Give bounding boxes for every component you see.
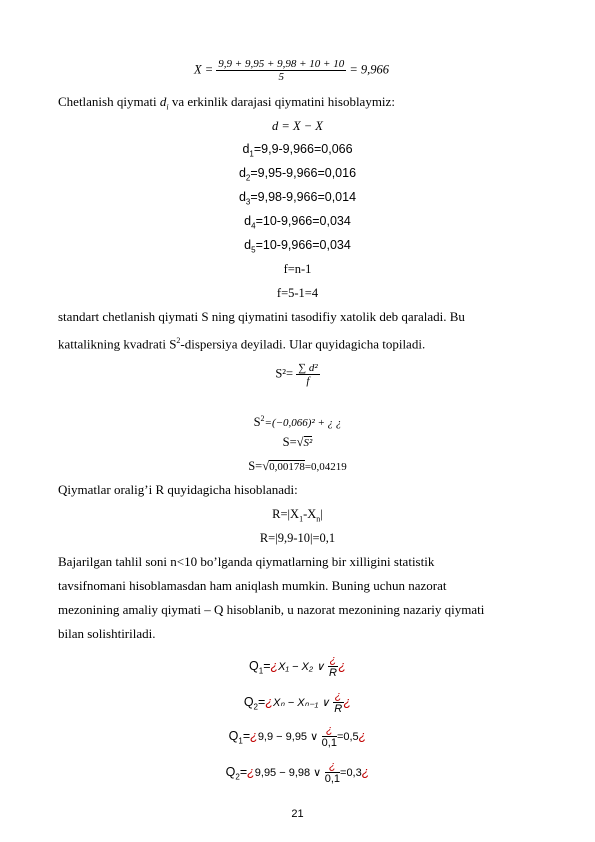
s2-formula: S²= $\frac{\text{∑ d²}}{f}$ bbox=[275, 362, 318, 387]
mean-formula: X = $\frac{9,9 + 9,95 + 9,98 + 10 + 10}{5}$ = 9,966 bbox=[193, 58, 390, 83]
para-std-line2: kattalikning kvadrati $S^2$-dispersiya deyiladi. Ular quyidagicha topiladi. bbox=[58, 336, 426, 352]
text-range-intro: Qiymatlar oralig’i R quyidagicha hisoblanadi: bbox=[58, 482, 298, 497]
f-value: f=5-1=4 bbox=[276, 286, 319, 300]
intro-suffix: va erkinlik darajasi qiymatini hisoblaymiz: bbox=[168, 94, 395, 109]
q2-value: $Q_2=¿9,95 - 9,98$ ∨ $\frac{¿}{0,1}$ =0,3¿ bbox=[225, 760, 370, 785]
s-value: S=√0,00178=0,04219 bbox=[248, 459, 347, 473]
text-deviation-intro bbox=[58, 94, 538, 116]
mean-fraction bbox=[216, 58, 346, 83]
r-formula: $R=|X_1-X_n|$ bbox=[272, 507, 323, 524]
page-number: 21 bbox=[291, 808, 304, 820]
f-formula: f=n-1 bbox=[283, 262, 312, 276]
s2-fraction: $\frac{\text{∑ d²}}{f}$ bbox=[298, 362, 318, 387]
mean-denominator: 5 bbox=[278, 71, 284, 83]
mean-result: = 9,966 bbox=[349, 62, 390, 77]
r-value: R=|9,9-10|=0,1 bbox=[259, 531, 336, 545]
para-std-line1: standart chetlanish qiymati S ning qiymatini tasodifiy xatolik deb qaraladi. Bu bbox=[58, 309, 465, 324]
d3-line: $d_3=9,98-9,966=0,014$ bbox=[238, 190, 357, 207]
q1-value: $Q_1=¿9,9 - 9,95$ ∨ $\frac{¿}{0,1}$ =0,5¿ bbox=[228, 724, 367, 749]
di-symbol: d bbox=[159, 94, 167, 109]
d1-line: $d_1=9,9-9,966=0,066$ bbox=[242, 142, 353, 159]
mean-lhs: X bbox=[193, 62, 202, 77]
para-q-line3: mezonining amaliy qiymati – Q hisoblanib, u nazorat mezonining nazariy qiymati bbox=[58, 602, 485, 617]
s-formula: S=√S² bbox=[282, 435, 313, 449]
d2-line: $d_2=9,95-9,966=0,016$ bbox=[238, 166, 357, 183]
di-sub: i bbox=[166, 102, 169, 112]
di-formula: d = X − X bbox=[272, 119, 323, 133]
intro-prefix: Chetlanish qiymati bbox=[58, 94, 160, 109]
d5-line: $d_5=10-9,966=0,034$ bbox=[244, 238, 351, 255]
para-q-line1: Bajarilgan tahlil soni n<10 bo’lganda qiymatlarning bir xilligini statistik bbox=[58, 554, 435, 569]
d4-line: $d_4=10-9,966=0,034$ bbox=[244, 214, 351, 231]
q1-formula: $Q_1=¿X_1 - X_2$ ∨ $\frac{¿}{R}$ ¿ bbox=[249, 654, 346, 679]
para-q-line2: tavsifnomani hisoblamasdan ham aniqlash mumkin. Buning uchun nazorat bbox=[58, 578, 447, 593]
s2-value: $S^2=(-0,066)^2$ + ¿ ¿ bbox=[253, 414, 342, 430]
para-q-line4: bilan solishtiriladi. bbox=[58, 626, 156, 641]
mean-numerator: 9,9 + 9,95 + 9,98 + 10 + 10 bbox=[218, 58, 345, 70]
q2-formula: $Q_2=¿X_n - X_{n-1}$ ∨ $\frac{¿}{R}$ ¿ bbox=[243, 690, 352, 715]
